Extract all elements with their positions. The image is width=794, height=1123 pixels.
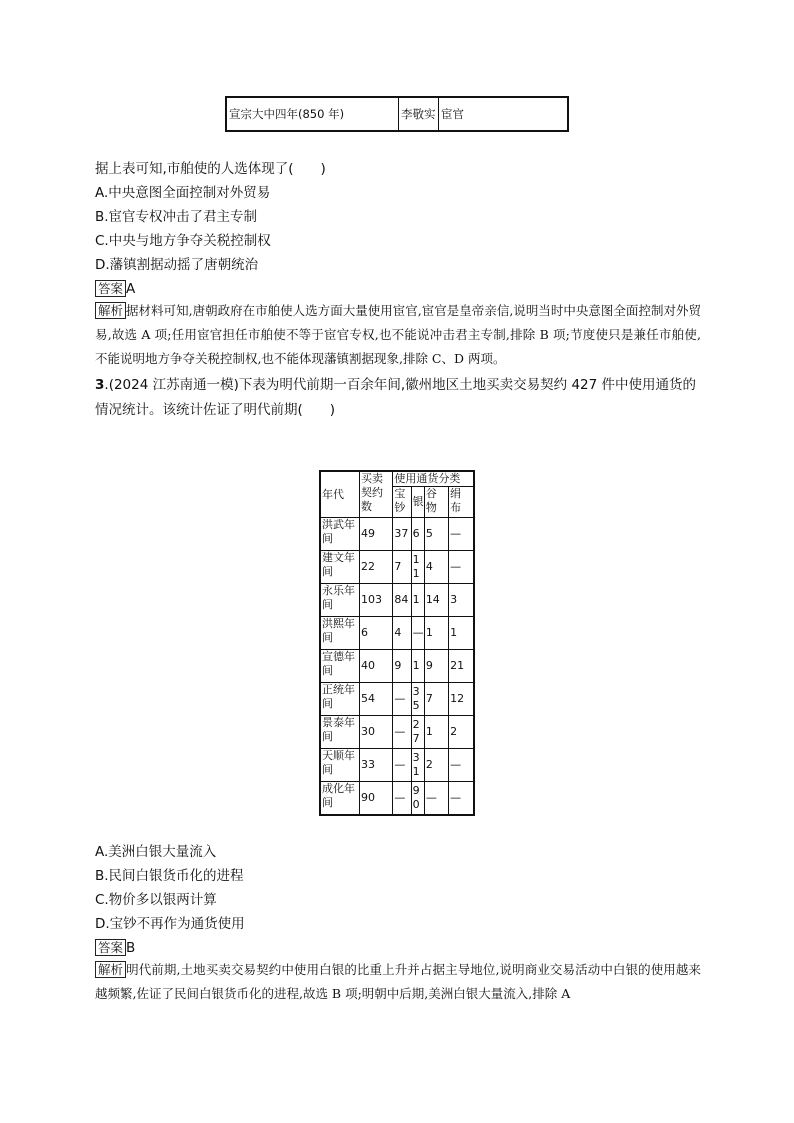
q3-answer	[95, 939, 135, 957]
table-row	[320, 749, 474, 782]
cell-silver: 1	[411, 584, 424, 617]
cell-baochao: 37	[393, 518, 411, 551]
cell-era: 永乐年间	[320, 584, 360, 617]
cell-contracts: 54	[360, 683, 393, 716]
q2-option-b: B.宦官专权冲击了君主专制	[95, 209, 258, 225]
cell-silver: 35	[411, 683, 424, 716]
table-row	[320, 650, 474, 683]
table-row	[320, 716, 474, 749]
cell-silk: —	[449, 551, 474, 584]
cell-era: 建文年间	[320, 551, 360, 584]
cell-silver: 6	[411, 518, 424, 551]
cell-grain: 1	[424, 716, 448, 749]
header-contracts: 买卖契约数	[360, 471, 393, 518]
header-silver: 银	[411, 487, 424, 518]
cell-grain: 5	[424, 518, 448, 551]
cell-silver: 11	[411, 551, 424, 584]
cell-baochao: —	[393, 749, 411, 782]
cell-contracts: 33	[360, 749, 393, 782]
cell-grain: 4	[424, 551, 448, 584]
table-row	[320, 782, 474, 816]
cell-contracts: 22	[360, 551, 393, 584]
header-baochao: 宝钞	[393, 487, 411, 518]
cell-grain: 7	[424, 683, 448, 716]
cell-grain: 9	[424, 650, 448, 683]
cell-silk: —	[449, 782, 474, 816]
cell-silk: 12	[449, 683, 474, 716]
cell-contracts: 40	[360, 650, 393, 683]
answer-label: 答案	[95, 939, 126, 956]
official-table	[225, 96, 569, 132]
question-2-stem: 据上表可知,市舶使的人选体现了( )	[95, 161, 326, 177]
cell-era: 洪武年间	[320, 518, 360, 551]
table-row	[226, 97, 568, 131]
year-cell: 宣宗大中四年(850 年)	[226, 97, 399, 131]
table-row	[320, 617, 474, 650]
question-3-stem-line1: 3.(2024 江苏南通一模)下表为明代前期一百余年间,徽州地区土地买卖交易契约 427 件中使用通货的	[95, 377, 697, 393]
cell-contracts: 6	[360, 617, 393, 650]
cell-silk: —	[449, 749, 474, 782]
cell-era: 洪熙年间	[320, 617, 360, 650]
cell-baochao: 4	[393, 617, 411, 650]
cell-baochao: —	[393, 716, 411, 749]
cell-silver: —	[411, 617, 424, 650]
cell-silver: 90	[411, 782, 424, 816]
cell-silver: 31	[411, 749, 424, 782]
table-header-row	[320, 471, 474, 487]
cell-grain: —	[424, 782, 448, 816]
q2-option-a: A.中央意图全面控制对外贸易	[95, 185, 271, 201]
answer-value: A	[126, 281, 136, 297]
analysis-text: 据材料可知,唐朝政府在市舶使人选方面大量使用宦官,宦官是皇帝亲信,说明当时中央意图全面控制对外贸易,故选 A 项;任用宦官担任市舶使不等于宦官专权,也不能说冲击君主专制,排除 B 项;节度使只是兼任市舶使,不能说明地方争夺关税控制权,也不能体现藩镇割据现象,排除 C、D 两项。	[95, 303, 701, 366]
cell-era: 成化年间	[320, 782, 360, 816]
cell-baochao: 9	[393, 650, 411, 683]
header-silk: 绢布	[449, 487, 474, 518]
q3-option-c: C.物价多以银两计算	[95, 892, 217, 908]
q3-option-d: D.宝钞不再作为通货使用	[95, 916, 245, 932]
table-row	[320, 683, 474, 716]
q2-analysis	[95, 299, 701, 371]
q3-option-b: B.民间白银货币化的进程	[95, 868, 244, 884]
table-row	[320, 551, 474, 584]
cell-contracts: 103	[360, 584, 393, 617]
header-era: 年代	[320, 471, 360, 518]
q2-option-d: D.藩镇割据动摇了唐朝统治	[95, 257, 259, 273]
analysis-label: 解析	[95, 302, 126, 319]
cell-silk: —	[449, 518, 474, 551]
answer-value: B	[126, 940, 136, 956]
cell-silk: 1	[449, 617, 474, 650]
header-grain: 谷物	[424, 487, 448, 518]
cell-silk: 3	[449, 584, 474, 617]
cell-silk: 21	[449, 650, 474, 683]
identity-cell: 宦官	[439, 97, 569, 131]
cell-silver: 27	[411, 716, 424, 749]
q2-answer	[95, 280, 135, 298]
cell-grain: 14	[424, 584, 448, 617]
cell-baochao: 7	[393, 551, 411, 584]
q3-option-a: A.美洲白银大量流入	[95, 844, 217, 860]
cell-era: 正统年间	[320, 683, 360, 716]
currency-stats-table	[319, 470, 475, 816]
answer-label: 答案	[95, 280, 126, 297]
cell-era: 宣德年间	[320, 650, 360, 683]
cell-grain: 2	[424, 749, 448, 782]
cell-baochao: 84	[393, 584, 411, 617]
analysis-label: 解析	[95, 961, 126, 978]
question-number: 3	[95, 377, 105, 393]
question-3-stem-line2: 情况统计。该统计佐证了明代前期( )	[95, 402, 336, 418]
q2-option-c: C.中央与地方争夺关税控制权	[95, 233, 271, 249]
cell-baochao: —	[393, 683, 411, 716]
table-row	[320, 584, 474, 617]
cell-baochao: —	[393, 782, 411, 816]
cell-contracts: 30	[360, 716, 393, 749]
table-row	[320, 518, 474, 551]
cell-contracts: 90	[360, 782, 393, 816]
cell-silk: 2	[449, 716, 474, 749]
header-currency-group: 使用通货分类	[393, 471, 474, 487]
cell-grain: 1	[424, 617, 448, 650]
cell-contracts: 49	[360, 518, 393, 551]
cell-era: 景泰年间	[320, 716, 360, 749]
person-cell: 李敬实	[399, 97, 439, 131]
cell-silver: 1	[411, 650, 424, 683]
analysis-text: 明代前期,土地买卖交易契约中使用白银的比重上升并占据主导地位,说明商业交易活动中白银的使用越来越频繁,佐证了民间白银货币化的进程,故选 B 项;明朝中后期,美洲白银大量流入,排除 A	[95, 962, 701, 1001]
q3-analysis	[95, 958, 701, 1006]
cell-era: 天顺年间	[320, 749, 360, 782]
